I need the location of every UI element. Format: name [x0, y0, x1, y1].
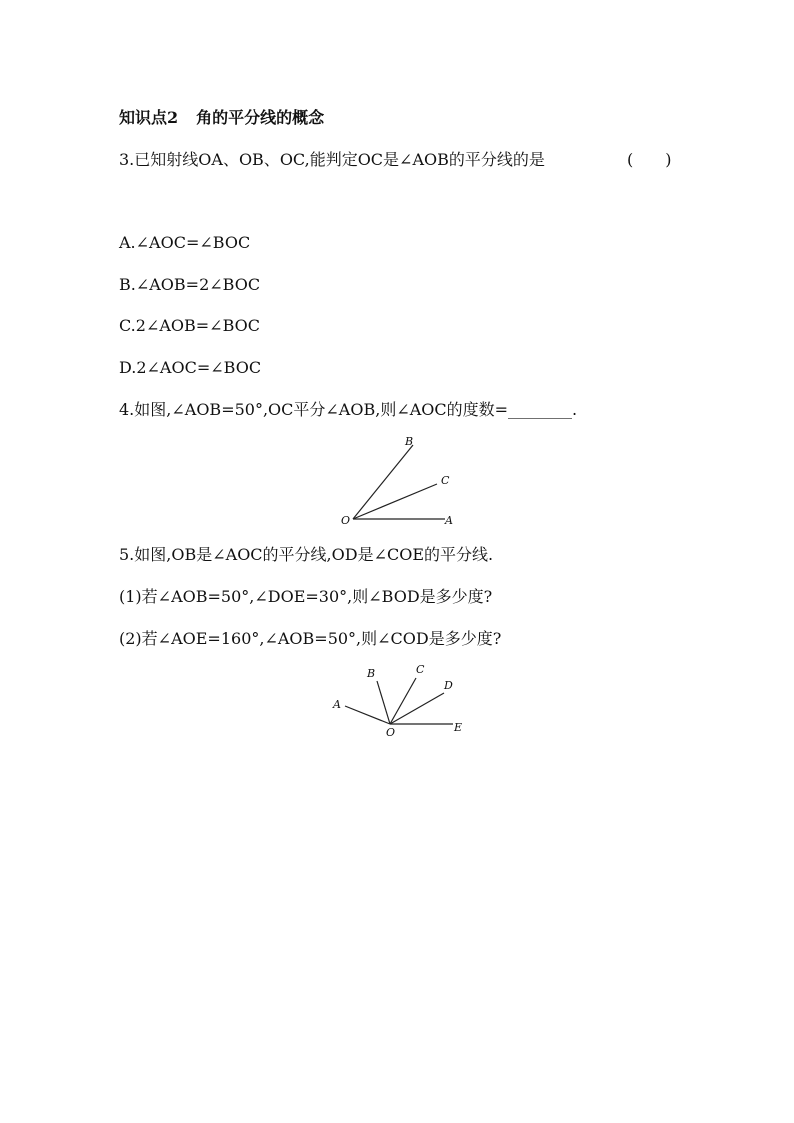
label-c: C: [441, 474, 450, 487]
label-o: O: [386, 726, 396, 739]
label-o: O: [341, 514, 351, 527]
section-heading: [119, 108, 324, 128]
section-label: 知识点2: [119, 108, 179, 127]
question-5-part-2: (2)若∠AOE=160°,∠AOB=50°,则∠COD是多少度?: [119, 629, 502, 648]
label-d: D: [444, 679, 453, 692]
section-title: 角的平分线的概念: [196, 108, 325, 127]
ray-oa: [345, 706, 390, 724]
question-5-figure: [325, 658, 470, 740]
ray-ob: [353, 445, 413, 519]
label-a: A: [445, 514, 453, 527]
question-4-stem: 4.如图,∠AOB=50°,OC平分∠AOB,则∠AOC的度数=________.: [119, 400, 578, 419]
question-3-option-a: A.∠AOC=∠BOC: [119, 233, 251, 252]
label-a: A: [333, 698, 341, 711]
ray-oc: [353, 484, 437, 519]
label-c: C: [416, 663, 425, 676]
question-3-stem: 3.已知射线OA、OB、OC,能判定OC是∠AOB的平分线的是: [119, 150, 545, 169]
label-b: B: [405, 435, 414, 448]
question-5-part-1: (1)若∠AOB=50°,∠DOE=30°,则∠BOD是多少度?: [119, 587, 493, 606]
question-3-option-d: D.2∠AOC=∠BOC: [119, 358, 262, 377]
label-b: B: [367, 667, 376, 680]
ray-ob: [377, 681, 390, 724]
label-e: E: [454, 721, 463, 734]
question-3-option-b: B.∠AOB=2∠BOC: [119, 275, 261, 294]
question-3-answer-bracket: ( ): [627, 150, 672, 169]
question-4-figure: [335, 432, 465, 530]
question-3-option-c: C.2∠AOB=∠BOC: [119, 316, 260, 335]
question-5-stem: 5.如图,OB是∠AOC的平分线,OD是∠COE的平分线.: [119, 545, 494, 564]
